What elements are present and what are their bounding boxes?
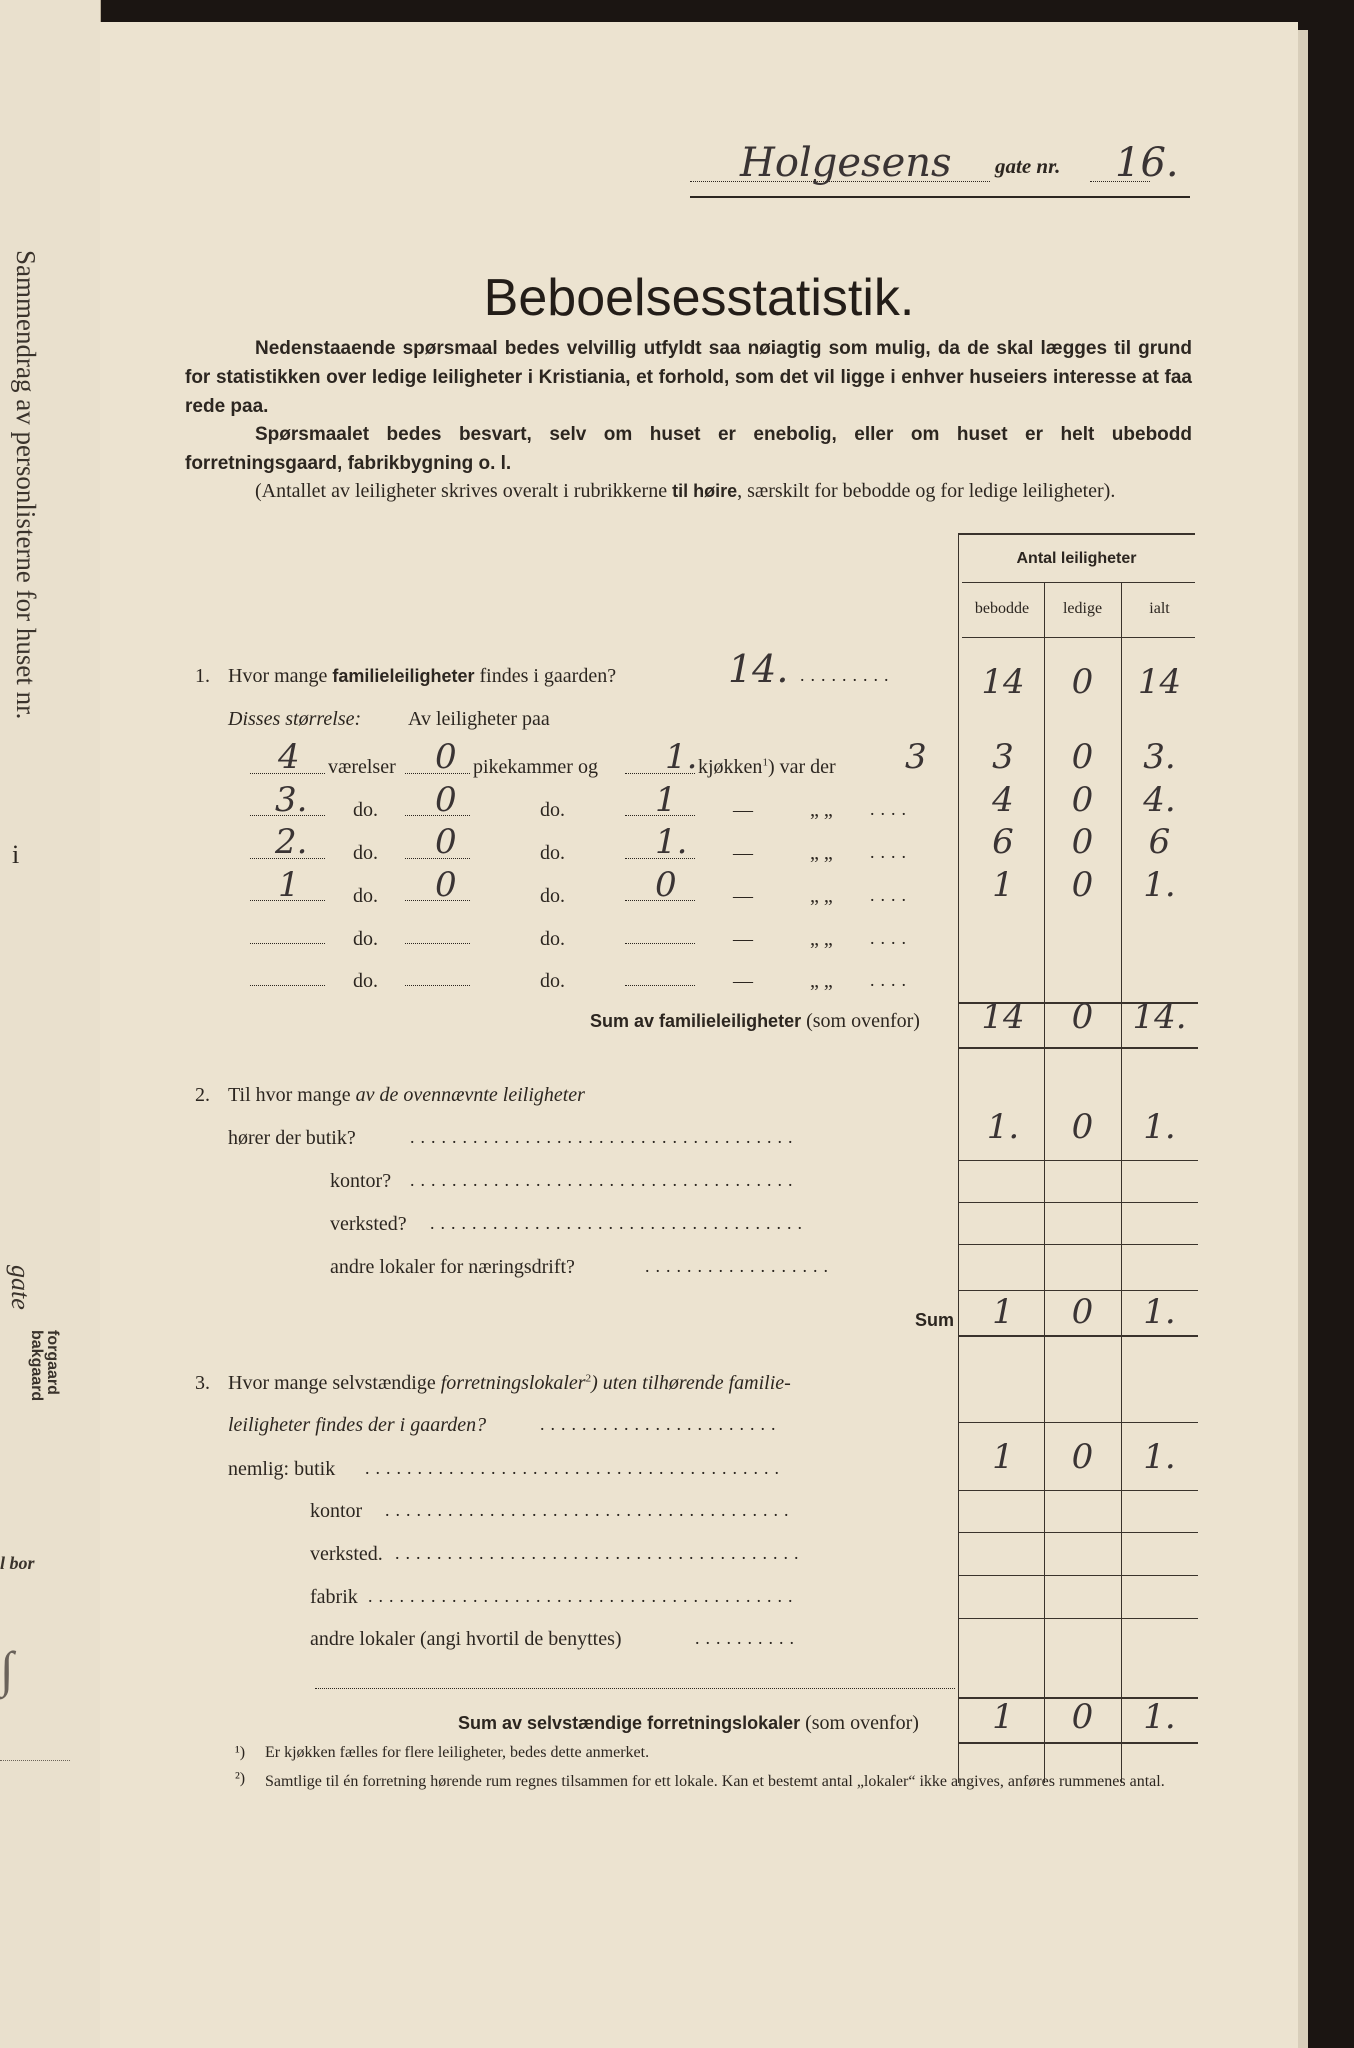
row3-dash: — [733, 842, 753, 864]
intro-p3-after: , særskilt for bebodde og for ledige leiligheter). [737, 480, 1116, 502]
row1-ialt: 3. [1143, 737, 1176, 777]
page-title: Beboelsesstatistik. [483, 269, 915, 327]
row4-kjokken-line [625, 899, 695, 901]
q3-butik-ialt: 1. [1143, 1437, 1176, 1477]
q3-butik-ledige: 0 [1071, 1437, 1094, 1477]
q1-sum-bold: Sum av familieleiligheter [590, 1011, 802, 1031]
q3-item-fabrik: fabrik [310, 1586, 358, 1608]
q1-text-after: findes i gaarden? [474, 665, 617, 687]
q3-item-butik-dots: ........................................ [365, 1458, 785, 1478]
row3-quote: „ „ [810, 842, 833, 864]
q3-sum-after: (som ovenfor) [805, 1712, 919, 1734]
q2-number: 2. [195, 1084, 210, 1106]
q1-sum-bottom-rule [958, 1047, 1198, 1049]
col-header-ialt: ialt [1149, 600, 1170, 617]
row1-rooms: 4 [278, 737, 300, 777]
row4-dash: — [733, 885, 753, 907]
row2-do-1: do. [353, 799, 378, 821]
q3-other-dotted-line [315, 1687, 955, 1689]
row1-ledige: 0 [1071, 737, 1094, 777]
q2-item-andre-dots: .................. [645, 1256, 834, 1276]
q3-row1-rule [958, 1490, 1198, 1491]
q3-text-sup: 2 [585, 1372, 592, 1385]
row5-rooms-line [250, 942, 325, 944]
spine-rule [0, 1760, 70, 1761]
q2-item-verksted-dots: .................................... [430, 1213, 808, 1233]
row4-do-1: do. [353, 885, 378, 907]
row2-rooms: 3. [275, 780, 308, 820]
row5-do-1: do. [353, 928, 378, 950]
intro-p3-bold: til høire [672, 481, 738, 501]
q2-item-andre: andre lokaler for næringsdrift? [330, 1256, 575, 1278]
q2-sum-label: Sum [915, 1310, 955, 1330]
q3-question-line2: leiligheter findes der i gaarden? [228, 1414, 487, 1436]
row6-kjokken-line [625, 984, 695, 986]
q1-sum-bebodde: 14 [981, 997, 1025, 1037]
row4-rooms: 1 [278, 865, 300, 905]
kjokken-sup: 1 [762, 756, 768, 769]
spine-forgaard: forgaard [44, 1330, 61, 1395]
q3-text-italic2: ) uten tilhørende familie- [591, 1372, 791, 1394]
spine-handwritten-mark: ∫ [0, 1641, 14, 1697]
q3-sum-ialt: 1. [1143, 1697, 1176, 1737]
row6-dash: — [733, 970, 753, 992]
q3-butik-bebodde: 1 [992, 1437, 1014, 1477]
row3-bebodde: 6 [992, 822, 1014, 862]
row4-rooms-line [250, 899, 325, 901]
row5-dots: .... [870, 928, 912, 948]
footnote-1: Er kjøkken fælles for flere leiligheter, bedes dette anmerket. [265, 1744, 650, 1761]
q3-row4-rule [958, 1618, 1198, 1619]
row2-kjokken-line [625, 814, 695, 816]
q1-sum-ledige: 0 [1071, 997, 1094, 1037]
row1-pike: 0 [435, 737, 457, 777]
q2-butik-ialt: 1. [1143, 1107, 1176, 1147]
row4-quote: „ „ [810, 885, 833, 907]
intro-paragraph-1: Nedenstaaende spørsmaal bedes velvillig utfyldt saa nøiagtig som mulig, da de skal lægges til grund for statistikken over ledige leiligheter i Kristiania, et forhold, som det vil ligge i enhver huseiers interesse at faa rede paa. [185, 338, 1192, 417]
row5-pike-line [405, 942, 470, 944]
row4-pike-line [405, 899, 470, 901]
q2-row3-rule [958, 1244, 1198, 1245]
row3-do-2: do. [540, 842, 565, 864]
street-name-handwritten: Holgesens [740, 140, 952, 186]
row3-rooms: 2. [275, 822, 308, 862]
q1-sum-after: (som ovenfor) [806, 1010, 920, 1032]
row6-rooms-line [250, 984, 325, 986]
row4-do-2: do. [540, 885, 565, 907]
table-top-rule [958, 533, 1195, 535]
q1-text-bold: familieleiligheter [332, 666, 475, 686]
spine-bor-label: l bor [0, 1553, 35, 1573]
q2-row2-rule [958, 1202, 1198, 1203]
row2-dots: .... [870, 799, 912, 819]
row4-ialt: 1. [1143, 865, 1176, 905]
page-edge [1298, 30, 1308, 2048]
row1-pike-line [405, 772, 470, 774]
q3-item-kontor-dots: ....................................... [385, 1500, 795, 1520]
q3-item-verksted-dots: ....................................... [395, 1543, 805, 1563]
var-der-text: ) var der [767, 756, 836, 778]
q3-line2-dots: ....................... [540, 1414, 782, 1434]
q2-row1-rule [958, 1160, 1198, 1161]
row2-dash: — [733, 799, 753, 821]
q1-bebodde: 14 [981, 662, 1025, 702]
q3-row2-rule [958, 1532, 1198, 1533]
form-page [100, 22, 1298, 2048]
q3-sum-bold: Sum av selvstændige forretningslokaler [458, 1713, 801, 1733]
street-dotted-line [690, 180, 990, 182]
table-left-border [958, 533, 959, 1783]
q1-ialt: 14 [1137, 662, 1182, 702]
q1-number: 1. [195, 665, 210, 687]
q3-number: 3. [195, 1372, 210, 1394]
row3-do-1: do. [353, 842, 378, 864]
row6-dots: .... [870, 970, 912, 990]
row1-kjokken-label [698, 756, 836, 779]
row1-count: 3 [905, 737, 927, 777]
row4-pike: 0 [435, 865, 457, 905]
row3-pike-line [405, 857, 470, 859]
row3-dots: .... [870, 842, 912, 862]
row1-kjokken-line [625, 772, 695, 774]
col-header-bebodde: bebodde [974, 600, 1030, 617]
row1-rooms-line [250, 772, 325, 774]
footnote-2-mark: ²) [235, 1770, 246, 1787]
intro-p3-before: (Antallet av leiligheter skrives overalt i rubrikkerne [255, 480, 673, 502]
table-header-bottom-rule [962, 637, 1195, 638]
q3-item-fabrik-dots: ......................................... [368, 1586, 799, 1606]
row1-pikekammer: pikekammer og [473, 756, 598, 778]
intro-paragraph-3 [185, 477, 1192, 506]
row5-do-2: do. [540, 928, 565, 950]
row2-quote: „ „ [810, 799, 833, 821]
q2-sum-bebodde: 1 [992, 1292, 1014, 1332]
spine-gate-label: gate [6, 1265, 35, 1310]
gate-nr-label: gate nr. [995, 154, 1061, 178]
q2-text-italic: av de ovennævnte leiligheter [355, 1084, 585, 1106]
q1-text-before: Hvor mange [228, 665, 333, 687]
q3-item-andre-dots: .......... [695, 1628, 800, 1648]
footnote-1-mark: ¹) [235, 1744, 246, 1761]
row2-ialt: 4. [1143, 780, 1176, 820]
footnote-2: Samtlige til én forretning hørende rum regnes tilsammen for ett lokale. Kan et bestemt antal „lokaler“ ikke angives, anføres rummenes antal. [265, 1773, 1165, 1790]
row2-rooms-line [250, 814, 325, 816]
q3-item-andre: andre lokaler (angi hvortil de benyttes) [310, 1628, 622, 1650]
q3-sum-label [458, 1712, 919, 1735]
q1-handwritten-total: 14. [728, 647, 789, 691]
row2-bebodde: 4 [992, 780, 1014, 820]
q2-sum-bottom-rule [958, 1335, 1198, 1337]
q3-item-butik: nemlig: butik [228, 1458, 336, 1480]
q3-sum-bottom-rule [958, 1742, 1198, 1744]
row3-ialt: 6 [1148, 822, 1171, 862]
row2-ledige: 0 [1071, 780, 1094, 820]
row6-do-2: do. [540, 970, 565, 992]
q1-sum-ialt: 14. [1132, 997, 1187, 1037]
col-header-ledige: ledige [1062, 600, 1103, 617]
q1-sum-label [590, 1010, 920, 1033]
spine-letter-i: i [12, 840, 20, 869]
q3-text-before: Hvor mange selvstændige [228, 1372, 441, 1394]
row1-bebodde: 3 [992, 737, 1014, 777]
row3-kjokken: 1. [655, 822, 688, 862]
spine-forgaard-bakgaard [28, 1330, 60, 1401]
q3-text-italic1: forretningslokaler [440, 1372, 586, 1394]
spine-bakgaard: bakgaard [28, 1330, 45, 1402]
q3-sum-bebodde: 1 [992, 1697, 1014, 1737]
row3-ledige: 0 [1071, 822, 1094, 862]
q2-butik-ledige: 0 [1071, 1107, 1094, 1147]
spine-vertical-text: Sammendrag av personlisterne for huset nr. [11, 250, 41, 720]
q2-butik-bebodde: 1. [986, 1107, 1020, 1147]
table-group-header: Antal leiligheter [1016, 550, 1137, 567]
house-number-handwritten: 16. [1115, 140, 1179, 186]
q1-ledige: 0 [1071, 662, 1094, 702]
q2-sum-top-rule [958, 1290, 1198, 1291]
intro-paragraph-2: Spørsmaalet bedes besvart, selv om huset er enebolig, eller om huset er helt ubebodd forretningsgaard, fabrikbygning o. l. [185, 424, 1192, 474]
q2-item-kontor-dots: ..................................... [410, 1170, 799, 1190]
book-spine-page [0, 0, 101, 2048]
q2-item-butik-dots: ..................................... [410, 1127, 799, 1147]
q1-sizes-label: Disses størrelse: [228, 708, 362, 730]
row4-dots: .... [870, 885, 912, 905]
q1-question [228, 665, 616, 688]
row3-rooms-line [250, 857, 325, 859]
q2-item-butik: hører der butik? [228, 1127, 356, 1149]
q3-row3-rule [958, 1575, 1198, 1576]
row2-kjokken: 1 [655, 780, 677, 820]
q3-item-verksted: verksted. [310, 1543, 383, 1565]
header-rule [690, 196, 1190, 198]
q3-item-kontor: kontor [310, 1500, 363, 1522]
q1-leader-dots: ......... [800, 665, 895, 685]
kjokken-word: kjøkken [698, 756, 763, 778]
q1-sizes-text: Av leiligheter paa [408, 708, 550, 730]
row5-dash: — [733, 928, 753, 950]
row4-kjokken: 0 [655, 865, 677, 905]
row2-do-2: do. [540, 799, 565, 821]
row2-pike-line [405, 814, 470, 816]
row2-pike: 0 [435, 780, 457, 820]
q2-text-before: Til hvor mange [228, 1084, 356, 1106]
number-dotted-line [1090, 180, 1150, 182]
row6-do-1: do. [353, 970, 378, 992]
row4-ledige: 0 [1071, 865, 1094, 905]
q3-sum-ledige: 0 [1071, 1697, 1094, 1737]
table-header-mid-rule [962, 582, 1195, 583]
row1-kjokken: 1. [665, 737, 698, 777]
q2-question [228, 1084, 585, 1107]
row6-quote: „ „ [810, 970, 833, 992]
row4-bebodde: 1 [992, 865, 1014, 905]
q3-header-rule [958, 1422, 1198, 1423]
q2-sum-ialt: 1. [1143, 1292, 1176, 1332]
q2-sum-ledige: 0 [1071, 1292, 1094, 1332]
q2-item-verksted: verksted? [330, 1213, 407, 1235]
row3-pike: 0 [435, 822, 457, 862]
q3-question-line1 [228, 1372, 791, 1395]
row5-kjokken-line [625, 942, 695, 944]
row1-vaerelser: værelser [328, 756, 396, 778]
row5-quote: „ „ [810, 928, 833, 950]
row6-pike-line [405, 984, 470, 986]
q2-item-kontor: kontor? [330, 1170, 392, 1192]
row3-kjokken-line [625, 857, 695, 859]
